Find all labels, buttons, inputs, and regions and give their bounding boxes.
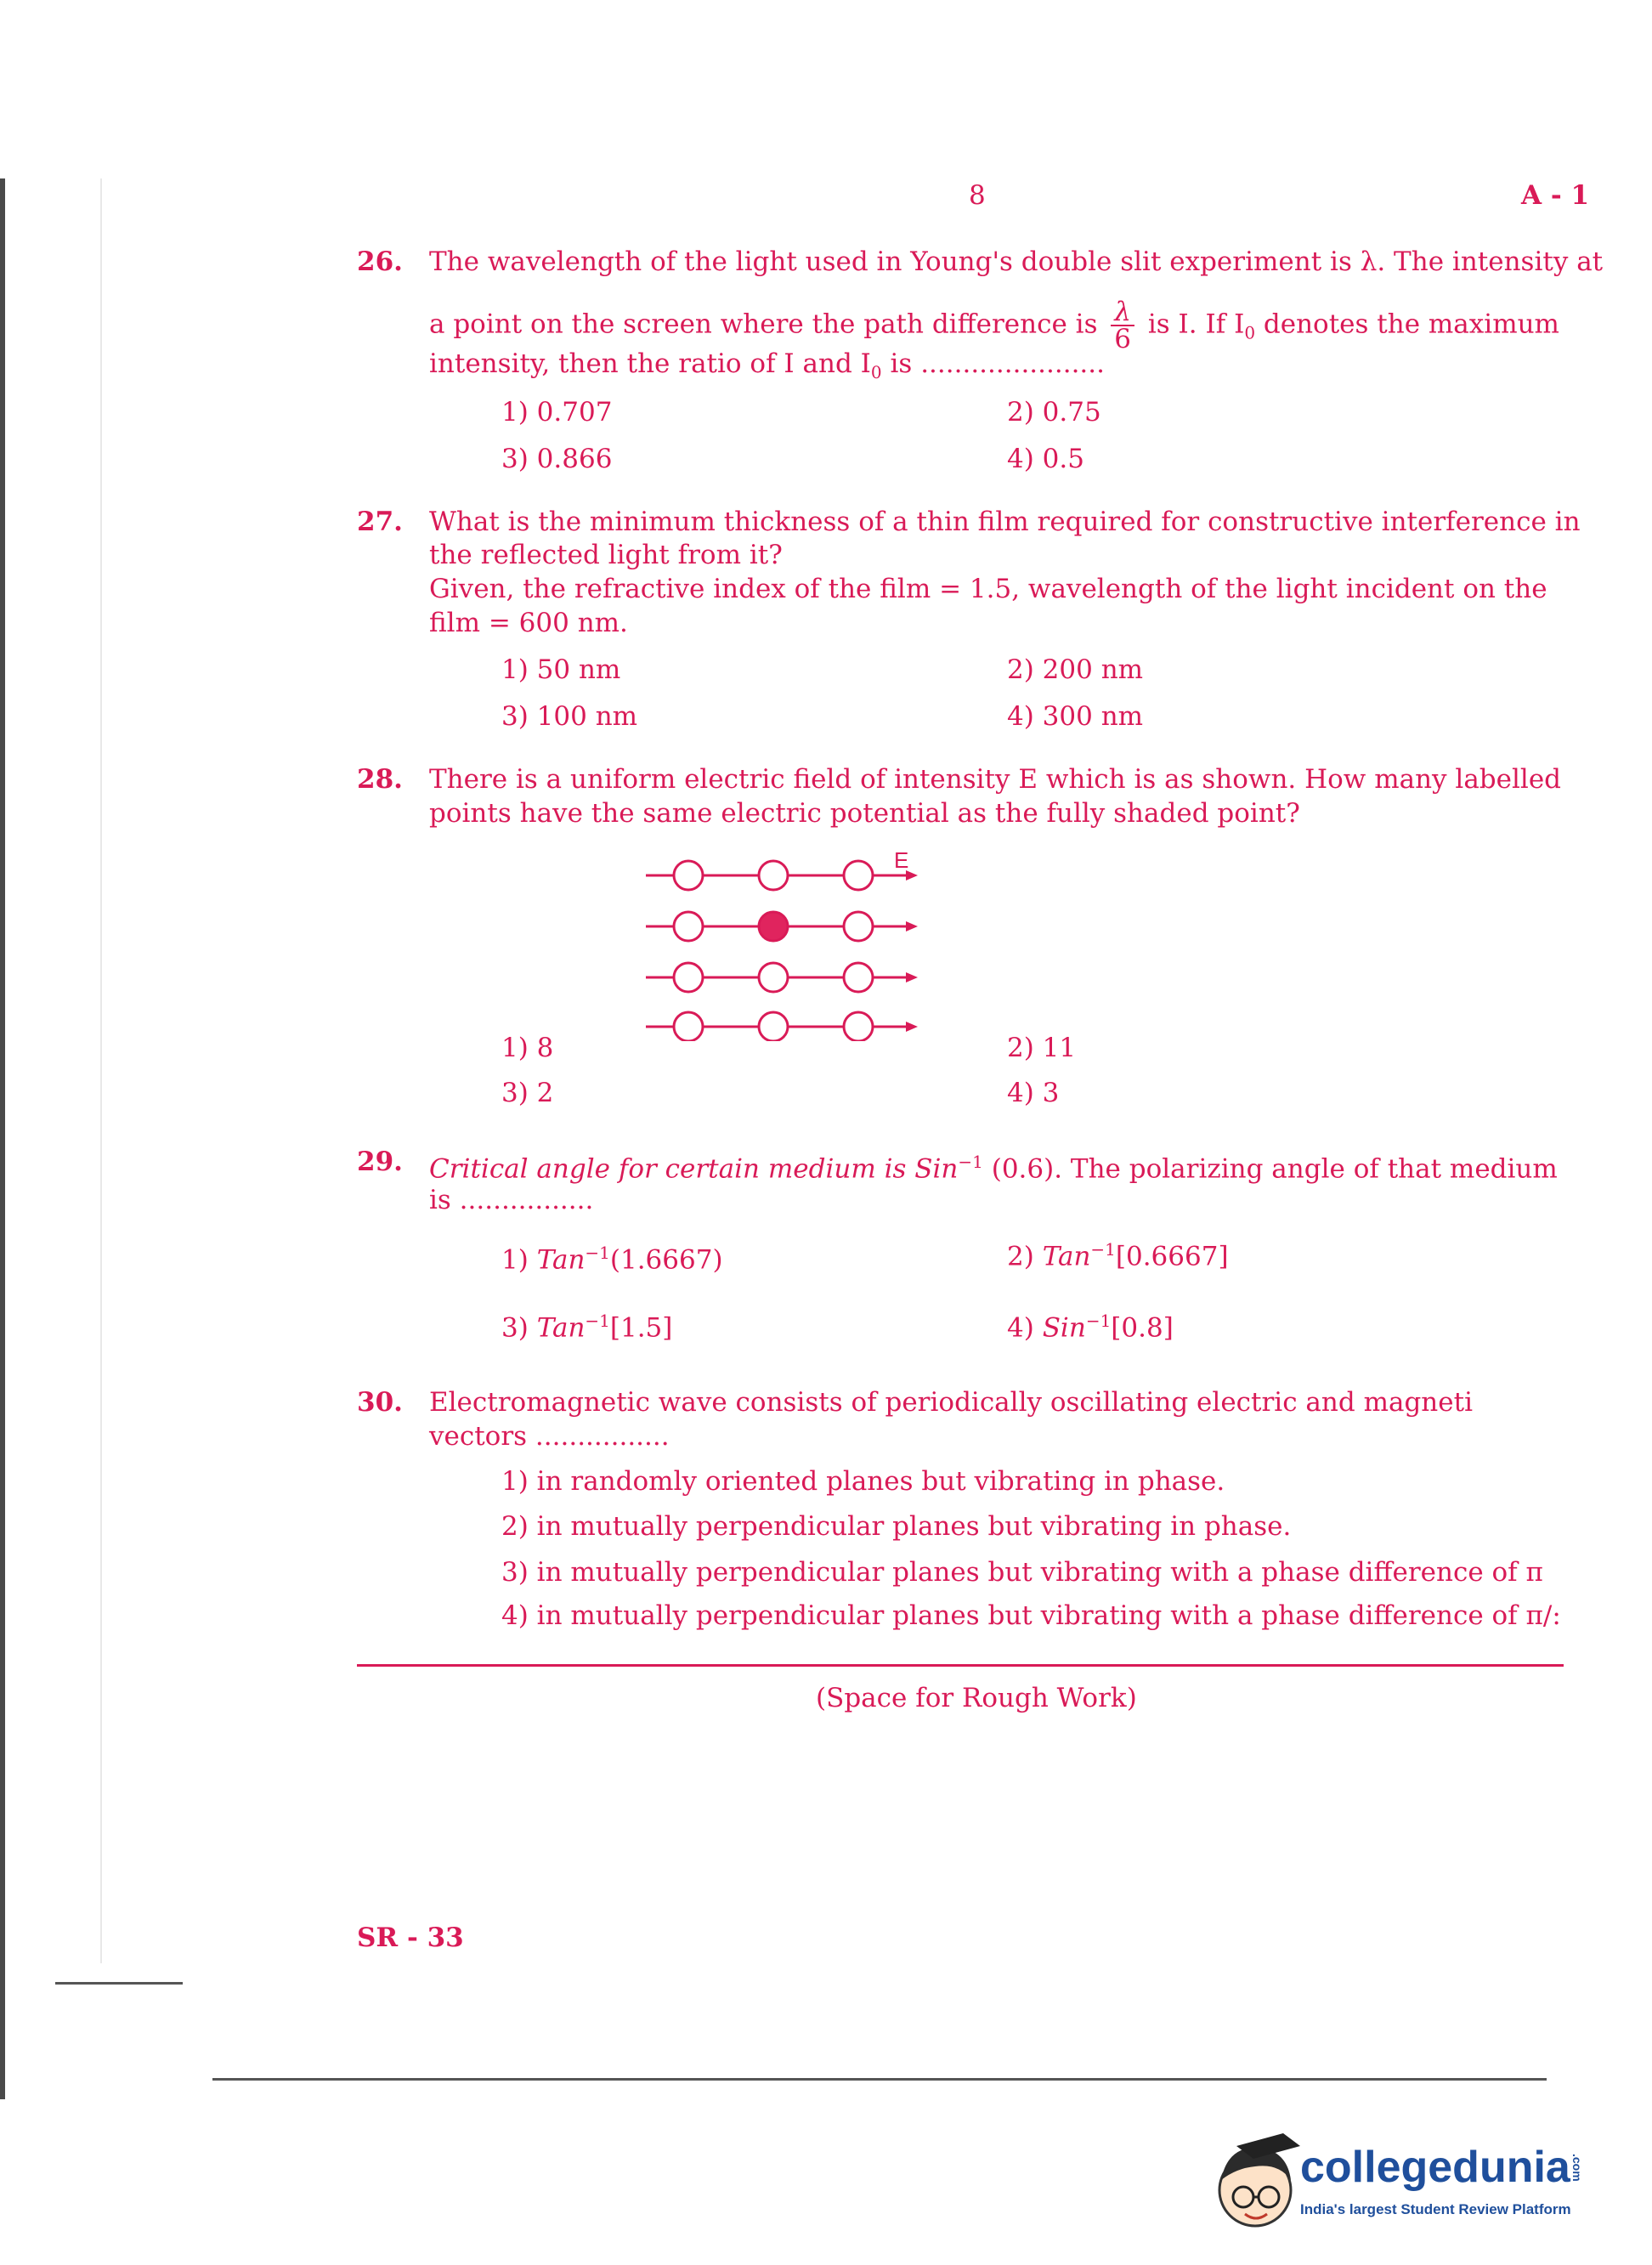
- point-r1-c1: [674, 861, 703, 890]
- q27-option-4[interactable]: 4) 300 nm: [1007, 701, 1144, 732]
- arrowhead-2: [906, 921, 918, 931]
- point-r1-c2: [759, 861, 788, 890]
- arrowhead-4: [906, 1022, 918, 1032]
- question-29-line1: Critical angle for certain medium is Sin$^{-1}$ (0.6). The polarizing angle of that medium: [429, 1152, 1558, 1185]
- question-27-line1: What is the minimum thickness of a thin film required for constructive interference in: [429, 507, 1581, 537]
- arrowhead-3: [906, 972, 918, 982]
- point-r3-c2: [759, 963, 788, 992]
- question-27-line4: film = 600 nm.: [429, 608, 628, 638]
- question-28-line2: points have the same electric potential as the fully shaded point?: [429, 798, 1300, 829]
- scan-line-left: [55, 1982, 183, 1985]
- logo-tagline: India's largest Student Review Platform: [1300, 2201, 1571, 2217]
- footer-code: SR - 33: [357, 1922, 464, 1953]
- question-28-line1: There is a uniform electric field of intensity E which is as shown. How many labelled: [429, 764, 1562, 795]
- page-number: 8: [969, 180, 986, 211]
- question-26-number: 26.: [357, 246, 403, 277]
- q29-option-1[interactable]: 1) Tan$^{-1}$(1.6667): [501, 1243, 723, 1276]
- question-27-line3: Given, the refractive index of the film = 1.5, wavelength of the light incident on the: [429, 574, 1547, 604]
- point-r3-c1: [674, 963, 703, 992]
- question-30-number: 30.: [357, 1387, 403, 1418]
- rough-work-label: (Space for Rough Work): [816, 1683, 1137, 1713]
- q27-option-3[interactable]: 3) 100 nm: [501, 701, 638, 732]
- fraction-lambda-over-6: $\frac{\lambda}{6}$: [1111, 299, 1134, 352]
- question-26-line3: intensity, then the ratio of I and $I_0$ is ......................: [429, 348, 1105, 383]
- q27-option-2[interactable]: 2) 200 nm: [1007, 654, 1144, 685]
- page-edge: [0, 178, 5, 2099]
- question-28-number: 28.: [357, 764, 403, 795]
- field-label: E: [894, 847, 909, 873]
- q26-option-3[interactable]: 3) 0.866: [501, 444, 613, 474]
- question-26-line1: The wavelength of the light used in Young's double slit experiment is λ. The intensity at: [429, 246, 1604, 277]
- point-r1-c3: [844, 861, 873, 890]
- scan-line-bottom: [212, 2078, 1547, 2081]
- point-r4-c2: [759, 1012, 788, 1041]
- q26-option-1[interactable]: 1) 0.707: [501, 397, 613, 428]
- q27-option-1[interactable]: 1) 50 nm: [501, 654, 621, 685]
- question-26-line2: a point on the screen where the path difference is $\frac{\lambda}{6}$ is I. If $I_0$ denotes the maximum: [429, 297, 1559, 354]
- page-crease: [100, 178, 102, 1963]
- rough-work-divider: [357, 1664, 1564, 1667]
- q28-option-1[interactable]: 1) 8: [501, 1033, 554, 1063]
- logo-wordmark: collegedunia.com: [1300, 2143, 1584, 2192]
- point-r4-c3: [844, 1012, 873, 1041]
- question-27-number: 27.: [357, 507, 403, 537]
- q30-option-2[interactable]: 2) in mutually perpendicular planes but vibrating in phase.: [501, 1511, 1292, 1542]
- question-30-line1: Electromagnetic wave consists of periodically oscillating electric and magneti: [429, 1387, 1473, 1418]
- electric-field-diagram: [637, 846, 926, 1041]
- question-30-line2: vectors ................: [429, 1421, 670, 1452]
- q30-option-4[interactable]: 4) in mutually perpendicular planes but vibrating with a phase difference of π/:: [501, 1600, 1561, 1631]
- q30-option-3[interactable]: 3) in mutually perpendicular planes but vibrating with a phase difference of π: [501, 1557, 1543, 1588]
- q29-option-4[interactable]: 4) Sin$^{-1}$[0.8]: [1007, 1311, 1174, 1344]
- shaded-point: [759, 912, 788, 941]
- q28-option-2[interactable]: 2) 11: [1007, 1033, 1077, 1063]
- point-r3-c3: [844, 963, 873, 992]
- question-29-line2: is ................: [429, 1185, 594, 1215]
- question-27-line2: the reflected light from it?: [429, 540, 783, 570]
- q29-option-2[interactable]: 2) Tan$^{-1}$[0.6667]: [1007, 1239, 1229, 1272]
- q30-option-1[interactable]: 1) in randomly oriented planes but vibrating in phase.: [501, 1466, 1225, 1497]
- q26-option-4[interactable]: 4) 0.5: [1007, 444, 1084, 474]
- q28-option-3[interactable]: 3) 2: [501, 1078, 554, 1108]
- question-29-number: 29.: [357, 1147, 403, 1177]
- q26-option-2[interactable]: 2) 0.75: [1007, 397, 1101, 428]
- q28-option-4[interactable]: 4) 3: [1007, 1078, 1060, 1108]
- q29-option-3[interactable]: 3) Tan$^{-1}$[1.5]: [501, 1311, 673, 1344]
- point-r2-c3: [844, 912, 873, 941]
- point-r2-c1: [674, 912, 703, 941]
- point-r4-c1: [674, 1012, 703, 1041]
- paper-code: A - 1: [1521, 180, 1590, 211]
